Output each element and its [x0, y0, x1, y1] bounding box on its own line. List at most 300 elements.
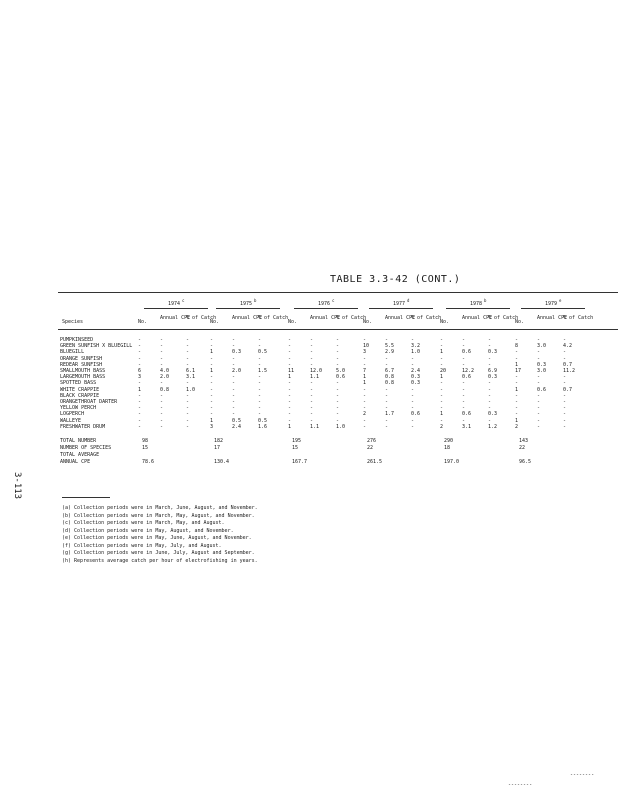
table-cell: - — [336, 343, 340, 350]
table-cell: 10 — [363, 343, 370, 350]
species-header: Species — [62, 319, 84, 325]
total-cell: 22 — [367, 445, 374, 451]
table-cell: - — [411, 355, 415, 362]
table-cell: 0.6 — [537, 386, 547, 393]
total-cell: 96.5 — [519, 459, 532, 465]
table-cell: 0.6 — [462, 349, 472, 356]
table-cell: - — [288, 343, 292, 350]
group-rule — [294, 308, 358, 309]
year-header: 1977 — [393, 301, 406, 307]
table-cell: - — [186, 392, 190, 399]
footnote: (b) Collection periods were in March, May, August, and November. — [62, 512, 255, 519]
bottom-mark-right: -------- — [570, 772, 595, 778]
table-cell: - — [488, 386, 492, 393]
table-cell: - — [258, 337, 262, 343]
table-cell: - — [232, 411, 236, 418]
table-cell: - — [210, 380, 214, 387]
table-cell: 3 — [138, 374, 142, 381]
table-cell: - — [563, 392, 567, 399]
table-cell: 1.0 — [411, 349, 421, 356]
table-cell: - — [138, 399, 142, 405]
table-cell: - — [160, 361, 164, 368]
table-cell: 8 — [515, 343, 519, 350]
table-cell: - — [537, 374, 541, 381]
table-cell: - — [385, 361, 389, 368]
table-cell: 0.3 — [488, 374, 498, 381]
table-cell: - — [310, 405, 314, 412]
table-cell: - — [537, 380, 541, 387]
year-superscript: e — [559, 298, 562, 303]
column-header: Annual CPE — [160, 315, 191, 321]
table-cell: 0.5 — [258, 349, 268, 356]
table-cell: - — [160, 343, 164, 350]
table-cell: - — [440, 417, 444, 424]
table-cell: - — [462, 361, 466, 368]
table-cell: - — [258, 405, 262, 412]
table-cell: - — [462, 386, 466, 393]
column-header: % of Catch — [411, 315, 442, 321]
table-cell: - — [488, 405, 492, 412]
table-cell: - — [138, 405, 142, 412]
table-cell: 2 — [440, 423, 444, 430]
species-label: PUMPKINSEED — [60, 337, 94, 343]
table-cell: - — [232, 343, 236, 350]
footnote: (e) Collection periods were in May, June, August, and November. — [62, 535, 252, 541]
table-cell: - — [462, 405, 466, 412]
table-cell: - — [160, 417, 164, 424]
table-cell: - — [160, 337, 164, 343]
species-label: REDEAR SUNFISH — [60, 361, 103, 368]
table-cell: - — [515, 355, 519, 362]
table-cell: - — [186, 337, 190, 343]
table-cell: - — [363, 423, 367, 430]
table-cell: 0.6 — [462, 411, 472, 418]
table-cell: - — [186, 411, 190, 418]
column-header: % of Catch — [258, 315, 289, 321]
table-cell: 1.1 — [310, 374, 320, 381]
table-cell: 4.0 — [160, 368, 170, 374]
group-rule — [216, 308, 280, 309]
table-cell: - — [310, 380, 314, 387]
table-cell: - — [336, 417, 340, 424]
table-cell: - — [537, 417, 541, 424]
table-cell: 12.0 — [310, 368, 323, 374]
table-cell: - — [258, 374, 262, 381]
table-cell: - — [440, 361, 444, 368]
table-cell: 0.5 — [258, 417, 268, 424]
table-cell: 0.3 — [537, 361, 547, 368]
table-cell: 0.5 — [232, 417, 242, 424]
species-label: ORANGE SUNFISH — [60, 355, 103, 362]
table-cell: - — [363, 337, 367, 343]
total-cell: 98 — [142, 438, 149, 444]
table-cell: - — [537, 355, 541, 362]
table-cell: - — [515, 411, 519, 418]
page-number: 3-113 — [12, 472, 22, 500]
table-cell: 1 — [363, 374, 367, 381]
table-cell: - — [515, 374, 519, 381]
table-cell: 1.5 — [258, 368, 268, 374]
species-label: YELLOW PERCH — [60, 405, 97, 412]
table-cell: - — [310, 355, 314, 362]
table-cell: 1 — [515, 386, 519, 393]
table-cell: 1 — [288, 423, 292, 430]
table-cell: 2.4 — [411, 368, 421, 374]
species-label: SMALLMOUTH BASS — [60, 368, 106, 374]
table-cell: 0.3 — [488, 349, 498, 356]
table-cell: - — [186, 361, 190, 368]
table-cell: 1.6 — [258, 423, 268, 430]
table-cell: - — [288, 392, 292, 399]
table-cell: - — [288, 380, 292, 387]
table-cell: - — [288, 349, 292, 356]
table-cell: 0.3 — [488, 411, 498, 418]
column-header: Annual CPE — [537, 315, 568, 321]
table-cell: 0.7 — [563, 386, 573, 393]
table-cell: - — [537, 405, 541, 412]
species-label: BLUEGILL — [60, 349, 85, 356]
table-cell: 0.3 — [411, 380, 421, 387]
table-cell: - — [258, 380, 262, 387]
table-cell: - — [310, 343, 314, 350]
table-cell: 1.7 — [385, 411, 395, 418]
table-cell: - — [462, 417, 466, 424]
table-cell: - — [232, 392, 236, 399]
total-cell: 130.4 — [214, 459, 230, 465]
year-superscript: c — [182, 298, 185, 303]
year-superscript: d — [407, 298, 410, 303]
table-cell: - — [440, 380, 444, 387]
table-cell: - — [186, 423, 190, 430]
table-cell: - — [363, 399, 367, 405]
table-cell: 17 — [515, 368, 522, 374]
table-cell: 1 — [138, 386, 142, 393]
table-cell: - — [488, 337, 492, 343]
table-cell: - — [138, 411, 142, 418]
table-cell: - — [160, 399, 164, 405]
table-cell: - — [515, 392, 519, 399]
table-cell: - — [160, 349, 164, 356]
table-cell: - — [515, 399, 519, 405]
year-header: 1976 — [318, 301, 331, 307]
column-header: Annual CPE — [462, 315, 493, 321]
total-cell: 182 — [214, 438, 224, 444]
table-cell: - — [563, 399, 567, 405]
table-cell: - — [186, 417, 190, 424]
year-header: 1974 — [168, 301, 181, 307]
table-cell: - — [310, 399, 314, 405]
footnote: (d) Collection periods were in May, August, and November. — [62, 527, 234, 534]
table-cell: - — [537, 411, 541, 418]
table-cell: 3.1 — [186, 374, 196, 381]
table-cell: - — [310, 349, 314, 356]
table-cell: 1.2 — [488, 423, 498, 430]
table-cell: - — [186, 349, 190, 356]
table-cell: - — [411, 337, 415, 343]
column-header: % of Catch — [186, 315, 217, 321]
table-cell: - — [210, 386, 214, 393]
species-label: GREEN SUNFISH X BLUEGILL — [60, 343, 133, 350]
table-cell: 3.2 — [411, 343, 421, 350]
table-cell: - — [210, 411, 214, 418]
table-cell: 1.0 — [186, 386, 196, 393]
table-cell: - — [462, 392, 466, 399]
table-cell: - — [138, 349, 142, 356]
table-cell: 0.3 — [232, 349, 242, 356]
table-cell: 0.6 — [336, 374, 346, 381]
table-cell: - — [138, 361, 142, 368]
table-cell: 0.6 — [411, 411, 421, 418]
table-cell: 4.2 — [563, 343, 573, 350]
table-cell: - — [537, 349, 541, 356]
table-cell: - — [488, 361, 492, 368]
table-cell: - — [138, 423, 142, 430]
table-cell: - — [288, 355, 292, 362]
table-cell: 2 — [515, 423, 519, 430]
table-cell: - — [336, 337, 340, 343]
table-cell: - — [258, 399, 262, 405]
year-header: 1975 — [240, 301, 253, 307]
table-cell: - — [336, 411, 340, 418]
table-cell: - — [563, 374, 567, 381]
table-cell: - — [385, 392, 389, 399]
table-cell: - — [160, 392, 164, 399]
table-cell: - — [563, 405, 567, 412]
table-cell: - — [232, 386, 236, 393]
column-header: No. — [515, 319, 525, 325]
total-cell: 17 — [214, 445, 221, 451]
table-cell: 0.8 — [160, 386, 170, 393]
table-cell: - — [411, 423, 415, 430]
table-cell: - — [488, 355, 492, 362]
table-cell: - — [232, 405, 236, 412]
table-cell: 3.1 — [462, 423, 472, 430]
table-cell: - — [310, 392, 314, 399]
table-cell: - — [440, 386, 444, 393]
table-cell: - — [138, 337, 142, 343]
table-cell: - — [288, 337, 292, 343]
table-cell: - — [232, 361, 236, 368]
table-cell: - — [258, 355, 262, 362]
table-cell: - — [385, 417, 389, 424]
table-cell: - — [336, 386, 340, 393]
total-cell: 197.0 — [444, 459, 460, 465]
table-cell: - — [210, 374, 214, 381]
table-cell: - — [160, 405, 164, 412]
table-cell: - — [232, 374, 236, 381]
table-cell: 1 — [210, 417, 214, 424]
table-cell: - — [210, 337, 214, 343]
table-cell: - — [385, 337, 389, 343]
table-cell: - — [411, 392, 415, 399]
table-cell: - — [210, 361, 214, 368]
column-header: % of Catch — [563, 315, 594, 321]
table-cell: - — [138, 343, 142, 350]
table-cell: - — [440, 399, 444, 405]
table-cell: - — [336, 355, 340, 362]
table-cell: - — [288, 361, 292, 368]
table-cell: - — [563, 417, 567, 424]
table-cell: - — [310, 337, 314, 343]
table-cell: 0.7 — [563, 361, 573, 368]
table-cell: 5.5 — [385, 343, 395, 350]
table-cell: - — [563, 411, 567, 418]
table-cell: - — [310, 417, 314, 424]
table-cell: 1 — [440, 349, 444, 356]
table-title: TABLE 3.3-42 (CONT.) — [330, 274, 461, 285]
table-cell: 1 — [210, 368, 214, 374]
column-header: % of Catch — [488, 315, 519, 321]
table-cell: - — [336, 380, 340, 387]
footnote-rule — [62, 497, 110, 498]
table-cell: - — [186, 399, 190, 405]
table-cell: 1 — [440, 411, 444, 418]
footnote: (h) Represents average catch per hour of electrofishing in years. — [62, 557, 258, 564]
table-cell: - — [363, 392, 367, 399]
table-cell: - — [210, 405, 214, 412]
total-label: TOTAL NUMBER — [60, 438, 97, 444]
table-cell: - — [138, 380, 142, 387]
footnote: (f) Collection periods were in May, July, and August. — [62, 542, 222, 549]
table-cell: - — [310, 411, 314, 418]
table-cell: 6.1 — [186, 368, 196, 374]
table-cell: - — [336, 349, 340, 356]
table-cell: - — [411, 399, 415, 405]
column-header: No. — [210, 319, 220, 325]
year-superscript: c — [332, 298, 335, 303]
total-label: ANNUAL CPE — [60, 459, 91, 465]
table-cell: - — [258, 361, 262, 368]
species-label: WHITE CRAPPIE — [60, 386, 100, 393]
table-cell: - — [537, 392, 541, 399]
table-cell: - — [363, 386, 367, 393]
table-cell: - — [232, 399, 236, 405]
group-rule — [446, 308, 510, 309]
table-cell: - — [462, 343, 466, 350]
group-rule — [369, 308, 433, 309]
table-cell: - — [488, 380, 492, 387]
table-cell: - — [440, 337, 444, 343]
table-cell: 2.0 — [160, 374, 170, 381]
table-cell: - — [210, 343, 214, 350]
table-cell: 0.8 — [385, 374, 395, 381]
year-superscript: b — [254, 298, 257, 303]
table-cell: - — [440, 392, 444, 399]
table-cell: - — [336, 399, 340, 405]
table-cell: - — [440, 343, 444, 350]
column-header: No. — [440, 319, 450, 325]
table-cell: - — [138, 392, 142, 399]
table-cell: - — [232, 337, 236, 343]
bottom-mark-left: -------- — [508, 782, 533, 788]
table-cell: - — [515, 337, 519, 343]
column-header: No. — [363, 319, 373, 325]
column-header: Annual CPE — [310, 315, 341, 321]
total-cell: 22 — [519, 445, 526, 451]
table-cell: 6.7 — [385, 368, 395, 374]
table-cell: - — [563, 355, 567, 362]
header-rule — [58, 329, 618, 330]
species-label: LOGPERCH — [60, 411, 85, 418]
table-cell: - — [411, 386, 415, 393]
table-cell: 1 — [363, 380, 367, 387]
total-cell: 195 — [292, 438, 302, 444]
table-cell: - — [160, 355, 164, 362]
table-cell: - — [186, 355, 190, 362]
table-cell: - — [363, 405, 367, 412]
column-header: No. — [138, 319, 148, 325]
table-cell: - — [515, 405, 519, 412]
table-cell: - — [288, 417, 292, 424]
total-cell: 15 — [142, 445, 149, 451]
table-cell: 11.2 — [563, 368, 576, 374]
table-cell: - — [258, 392, 262, 399]
table-cell: - — [440, 355, 444, 362]
footnote: (c) Collection periods were in March, May, and August. — [62, 520, 225, 526]
table-cell: 1 — [515, 361, 519, 368]
species-label: LARGEMOUTH BASS — [60, 374, 106, 381]
table-cell: - — [138, 417, 142, 424]
table-cell: 3.0 — [537, 343, 547, 350]
table-cell: - — [210, 399, 214, 405]
table-cell: 12.2 — [462, 368, 475, 374]
table-cell: - — [563, 380, 567, 387]
total-cell: 276 — [367, 438, 377, 444]
table-cell: - — [440, 405, 444, 412]
table-cell: - — [515, 380, 519, 387]
table-cell: - — [258, 343, 262, 350]
table-cell: - — [160, 423, 164, 430]
table-cell: - — [363, 417, 367, 424]
table-cell: - — [288, 411, 292, 418]
table-cell: - — [288, 386, 292, 393]
table-cell: - — [488, 417, 492, 424]
table-cell: 0.6 — [462, 374, 472, 381]
table-cell: - — [385, 423, 389, 430]
year-header: 1978 — [470, 301, 483, 307]
table-cell: 3 — [210, 423, 214, 430]
group-rule — [144, 308, 208, 309]
species-label: BLACK CRAPPIE — [60, 392, 100, 399]
table-cell: 2 — [363, 411, 367, 418]
table-cell: 3 — [363, 349, 367, 356]
table-cell: - — [385, 355, 389, 362]
table-cell: - — [563, 423, 567, 430]
table-cell: - — [336, 392, 340, 399]
table-cell: - — [488, 399, 492, 405]
table-cell: - — [138, 355, 142, 362]
total-cell: 78.6 — [142, 459, 155, 465]
total-cell: 143 — [519, 438, 529, 444]
total-label: NUMBER OF SPECIES — [60, 445, 112, 451]
table-cell: 2.0 — [232, 368, 242, 374]
top-rule — [58, 292, 618, 293]
table-cell: - — [186, 405, 190, 412]
table-cell: - — [258, 411, 262, 418]
species-label: ORANGETHROAT DARTER — [60, 399, 118, 405]
table-cell: - — [160, 380, 164, 387]
column-header: No. — [288, 319, 298, 325]
table-cell: - — [488, 343, 492, 350]
table-cell: - — [160, 411, 164, 418]
table-cell: 7 — [363, 368, 367, 374]
table-cell: 1 — [515, 417, 519, 424]
table-cell: - — [363, 355, 367, 362]
total-cell: 167.7 — [292, 459, 308, 465]
table-cell: - — [310, 361, 314, 368]
table-cell: - — [363, 361, 367, 368]
species-label: SPOTTED BASS — [60, 380, 97, 387]
